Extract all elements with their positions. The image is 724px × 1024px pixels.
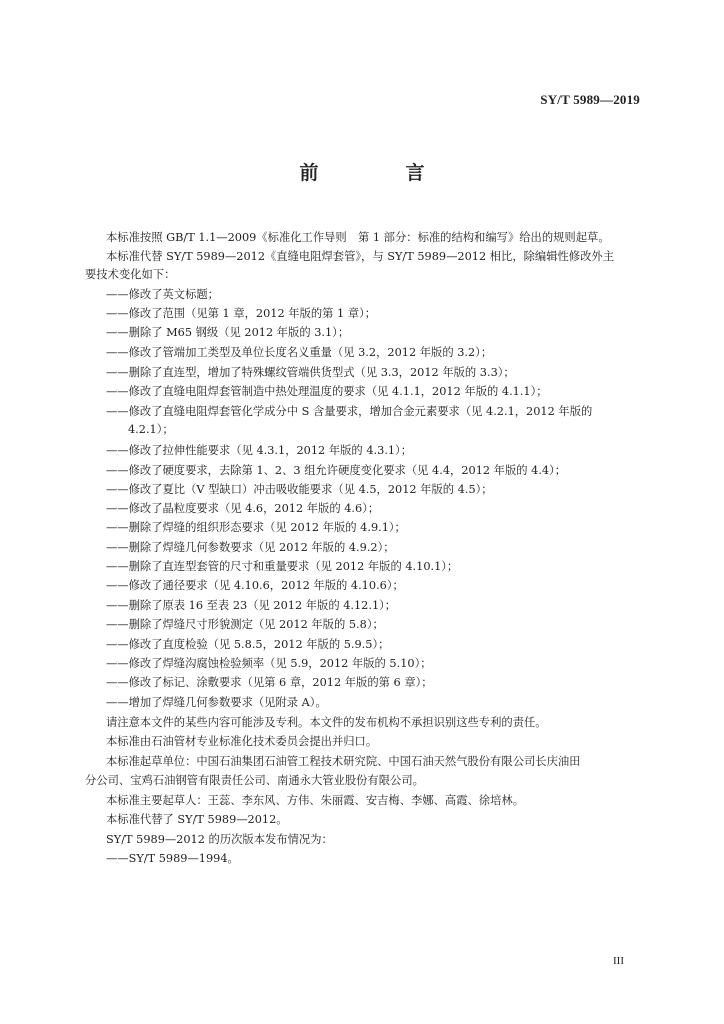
list-item: ——删除了直连型套管的尺寸和重量要求（见 2012 年版的 4.10.1）； [106,560,459,573]
proposing-body: 本标准由石油管材专业标准化技术委员会提出并归口。 [106,735,378,748]
replacement-statement: 本标准代替了 SY/T 5989—2012。 [106,813,288,826]
list-item: ——修改了管端加工类型及单位长度名义重量（见 3.2，2012 年版的 3.2）； [106,346,493,359]
patent-notice: 请注意本文件的某些内容可能涉及专利。本文件的发布机构不承担识别这些专利的责任。 [106,716,547,729]
list-item: ——删除了直连型，增加了特殊螺纹管端供货型式（见 3.3，2012 年版的 3.3）； [106,366,515,379]
version-history-intro: SY/T 5989—2012 的历次版本发布情况为： [106,833,333,846]
list-item: ——修改了通径要求（见 4.10.6，2012 年版的 4.10.6）； [106,579,404,592]
list-item: ——删除了 M65 钢级（见 2012 年版的 3.1）； [106,326,350,339]
list-item: ——修改了夏比（V 型缺口）冲击吸收能要求（见 4.5，2012 年版的 4.5）； [106,483,493,496]
list-item: ——修改了焊缝沟腐蚀检验频率（见 5.9，2012 年版的 5.10）； [106,657,432,670]
paragraph-replacement-continued: 要技术变化如下： [85,268,176,281]
list-item: ——修改了拉伸性能要求（见 4.3.1，2012 年版的 4.3.1）； [106,444,413,457]
list-item: ——修改了直缝电阻焊套管制造中热处理温度的要求（见 4.1.1，2012 年版的 4.1.1）； [106,385,548,398]
page-number: III [613,955,624,967]
list-item: ——修改了直缝电阻焊套管化学成分中 S 含量要求，增加合金元素要求（见 4.2.1，2012 年版的 [106,405,593,418]
list-item: ——删除了焊缝几何参数要求（见 2012 年版的 4.9.2）； [106,541,395,554]
page-title: 前 言 [299,162,459,184]
list-item: ——删除了原表 16 至表 23（见 2012 年版的 4.12.1）； [106,599,397,612]
list-item: ——增加了焊缝几何参数要求（见附录 A）。 [106,696,327,709]
standard-code: SY/T 5989—2019 [540,92,640,107]
drafting-units: 本标准起草单位：中国石油集团石油管工程技术研究院、中国石油天然气股份有限公司长庆油田 [106,755,581,768]
paragraph-replacement: 本标准代替 SY/T 5989—2012《直缝电阻焊套管》，与 SY/T 5989—2012 相比，除编辑性修改外主 [106,250,614,263]
list-item-continued: 4.2.1）； [128,423,174,436]
list-item: ——修改了英文标题； [106,288,219,301]
list-item: ——修改了直度检验（见 5.8.5，2012 年版的 5.9.5）； [106,638,390,651]
version-history-item: ——SY/T 5989—1994。 [106,852,239,865]
paragraph-drafting-rules: 本标准按照 GB/T 1.1—2009《标准化工作导则 第 1 部分：标准的结构和编写》给出的规则起草。 [106,231,610,244]
list-item: ——修改了范围（见第 1 章，2012 年版的第 1 章）； [106,307,377,320]
list-item: ——修改了硬度要求，去除第 1、2、3 组允许硬度变化要求（见 4.4，2012 年版的 4.4）； [106,464,567,477]
list-item: ——删除了焊缝尺寸形貌测定（见 2012 年版的 5.8）； [106,618,384,631]
drafting-units-continued: 分公司、宝鸡石油钢管有限责任公司、南通永大管业股份有限公司。 [85,774,424,787]
list-item: ——删除了焊缝的组织形态要求（见 2012 年版的 4.9.1）； [106,521,406,534]
list-item: ——修改了标记、涂敷要求（见第 6 章，2012 年版的第 6 章）； [106,676,433,689]
main-drafters: 本标准主要起草人：王蕊、李东风、方伟、朱丽霞、安吉梅、李娜、高霞、徐培林。 [106,794,524,807]
list-item: ——修改了晶粒度要求（见 4.6，2012 年版的 4.6）； [106,502,380,515]
